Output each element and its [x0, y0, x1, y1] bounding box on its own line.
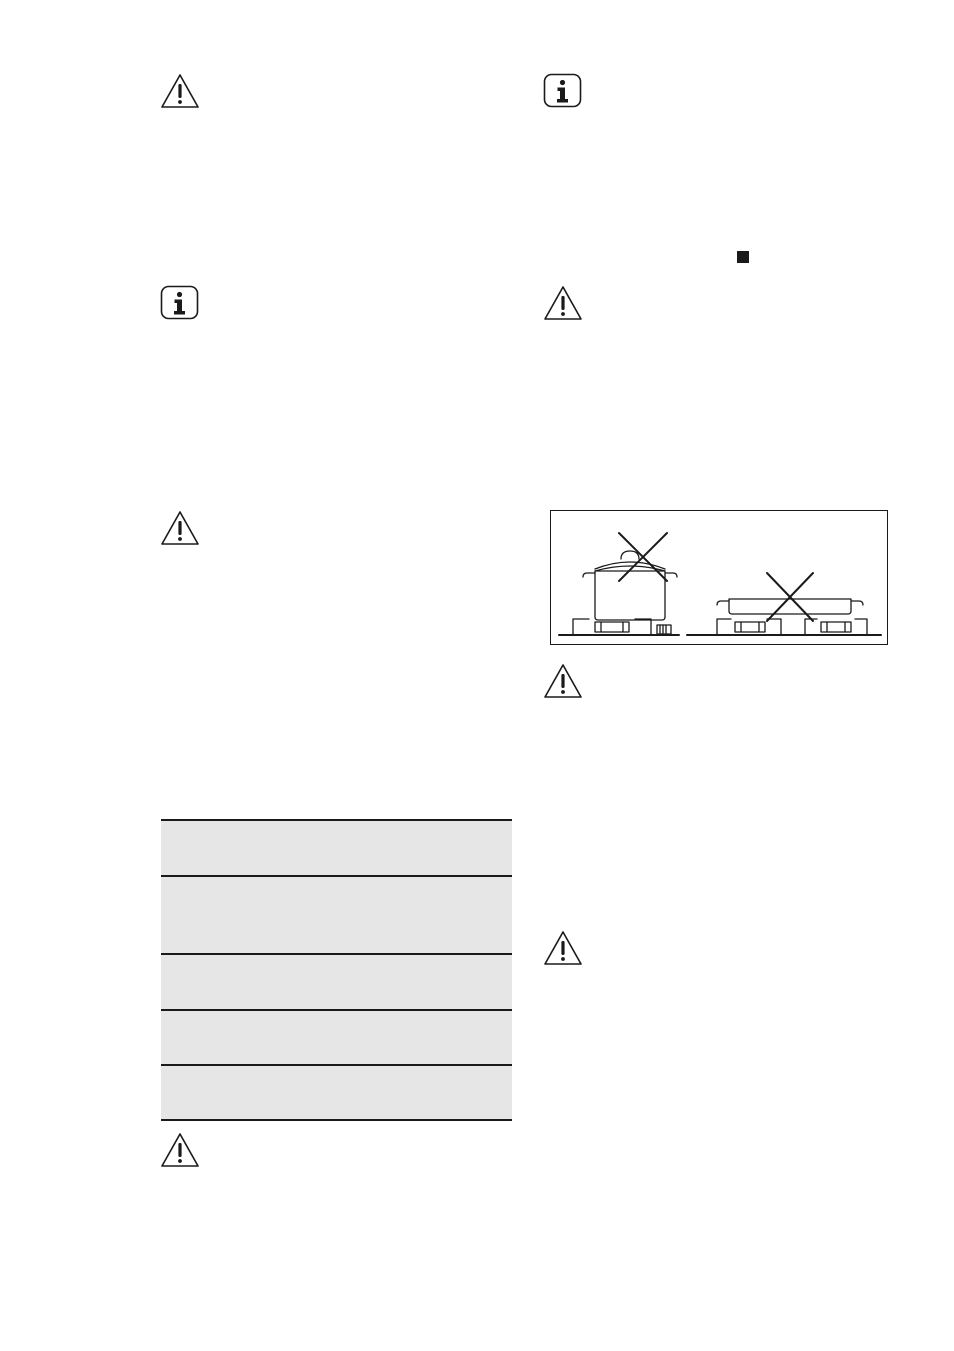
data-table — [161, 819, 512, 1121]
warning-triangle-icon — [543, 930, 583, 966]
warning-triangle-icon — [160, 73, 200, 109]
info-icon — [543, 73, 583, 109]
table-row — [161, 875, 512, 953]
warning-triangle-icon — [160, 510, 200, 546]
info-icon — [160, 285, 200, 321]
warning-triangle-icon — [543, 663, 583, 699]
table-row — [161, 953, 512, 1009]
table-row — [161, 1009, 512, 1064]
table-row — [161, 819, 512, 875]
warning-triangle-icon — [543, 285, 583, 321]
incorrect-pan-placement-illustration — [550, 510, 888, 645]
square-end-marker — [737, 251, 749, 263]
table-row — [161, 1064, 512, 1121]
warning-triangle-icon — [160, 1132, 200, 1168]
